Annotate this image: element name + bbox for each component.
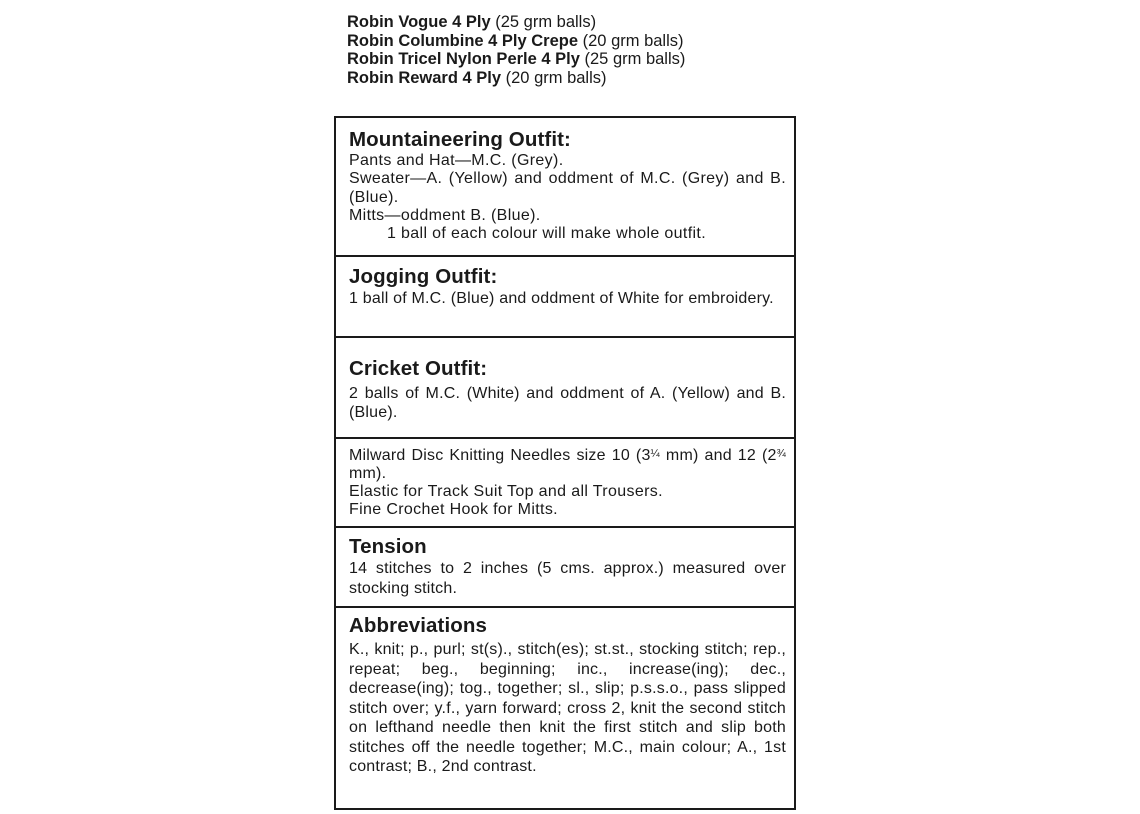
cricket-heading: Cricket Outfit: [349, 357, 488, 380]
yarn-weight: (20 grm balls) [582, 31, 684, 50]
abbreviations-section [336, 608, 794, 806]
mountaineering-section [336, 118, 794, 257]
tension-section [336, 528, 794, 608]
abbreviations-heading: Abbreviations [349, 614, 487, 637]
tension-text: 14 stitches to 2 inches (5 cms. approx.) measured over stocking stitch. [349, 560, 786, 597]
whole-outfit-line: 1 ball of each colour will make whole outfit. [387, 225, 707, 243]
yarn-name: Robin Reward 4 Ply [347, 68, 502, 87]
yarn-weight: (25 grm balls) [584, 50, 686, 68]
mountaineering-heading: Mountaineering Outfit: [349, 128, 571, 151]
jogging-heading: Jogging Outfit: [349, 265, 498, 288]
fraction: ¼ [650, 448, 660, 460]
needles-text-part: mm) and 12 (2 [659, 447, 777, 464]
yarn-weight: (25 grm balls) [495, 13, 597, 31]
pants-hat-line: Pants and Hat—M.C. (Grey). [349, 152, 564, 169]
yarn-name: Robin Tricel Nylon Perle 4 Ply [347, 50, 580, 68]
jogging-section [336, 257, 794, 338]
cricket-text: 2 balls of M.C. (White) and oddment of A. (Yellow) and B. (Blue). [349, 385, 786, 421]
crochet-hook-line: Fine Crochet Hook for Mitts. [349, 501, 558, 518]
yarn-item [347, 50, 685, 69]
materials-box [334, 116, 796, 810]
yarn-name: Robin Vogue 4 Ply [347, 13, 491, 31]
needles-text-part: mm). [349, 465, 387, 482]
needles-text [349, 445, 786, 483]
needles-section [336, 439, 794, 528]
tension-heading: Tension [349, 535, 427, 558]
yarn-weight: (20 grm balls) [505, 68, 607, 87]
elastic-line: Elastic for Track Suit Top and all Trousers. [349, 483, 663, 500]
yarn-list [347, 13, 685, 87]
yarn-item [347, 32, 685, 51]
fraction: ¾ [776, 448, 786, 460]
yarn-name: Robin Columbine 4 Ply Crepe [347, 31, 579, 50]
mitts-line: Mitts—oddment B. (Blue). [349, 206, 541, 224]
abbreviations-text: K., knit; p., purl; st(s)., stitch(es); st.st., stocking stitch; rep., repeat; beg., beginning; inc., increase(ing); dec., decrease(ing); tog., together; sl., slip; p.s.s.o., pass slipped stitch over; y.f., yarn forward; cross 2, knit the second stitch on lefthand needle then knit the first stitch and slip both stitches off the needle together; M.C., main colour; A., 1st contrast; B., 2nd contrast. [349, 641, 786, 775]
yarn-item [347, 69, 685, 88]
needles-text-part: Milward Disc Knitting Needles size 10 (3 [349, 447, 651, 464]
jogging-text: 1 ball of M.C. (Blue) and oddment of White for embroidery. [349, 290, 774, 307]
sweater-text: Sweater—A. (Yellow) and oddment of M.C. (Grey) and B. (Blue). [349, 170, 786, 206]
yarn-item [347, 13, 685, 32]
cricket-section [336, 338, 794, 439]
